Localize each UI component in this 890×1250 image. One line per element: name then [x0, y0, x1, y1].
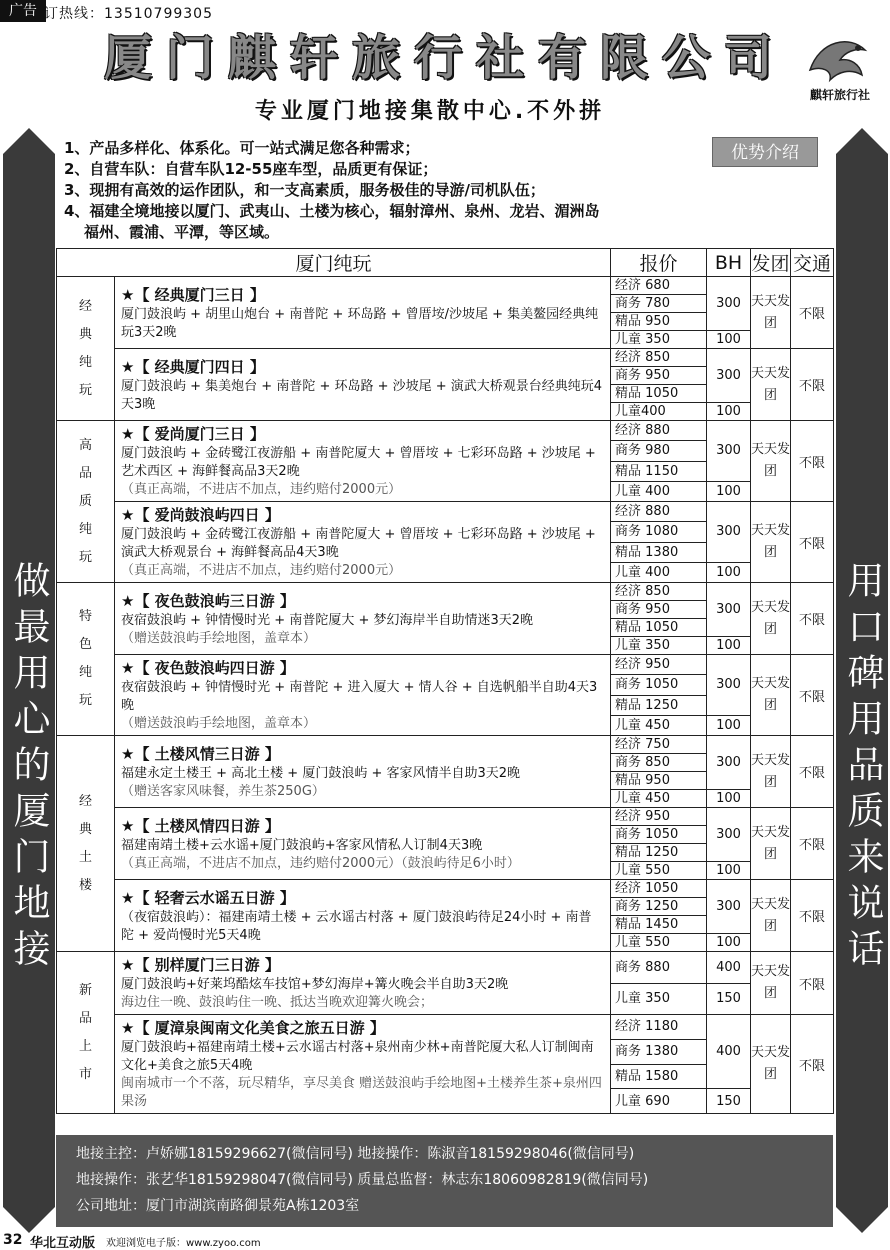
price-cell: 儿童 400	[611, 481, 707, 501]
tour-desc	[115, 349, 611, 421]
price-cell: 精品 1050	[611, 619, 707, 637]
table-row	[57, 1015, 834, 1040]
depart-cell: 天天发团	[751, 880, 791, 952]
tour-table	[56, 248, 834, 1114]
feature-line: 福州、霞浦、平潭，等区域。	[84, 223, 280, 241]
price-cell: 商务 1380	[611, 1039, 707, 1064]
price-cell: 精品 1050	[611, 385, 707, 403]
table-row	[57, 736, 834, 754]
tour-route: 厦门鼓浪屿+好莱坞酷炫车技馆+梦幻海岸+篝火晚会半自助3天2晚	[121, 977, 509, 992]
tour-desc	[115, 880, 611, 952]
header-fa: 发团	[751, 249, 791, 277]
category-cell: 新品上市	[57, 952, 115, 1114]
bh-child-cell: 150	[707, 983, 751, 1015]
bh-cell: 300	[707, 808, 751, 862]
tour-desc	[115, 277, 611, 349]
bh-cell: 300	[707, 421, 751, 482]
tour-name: ★【 爱尚厦门三日 】	[121, 425, 265, 443]
tour-route: 福建永定土楼王 + 高北土楼 + 厦门鼓浪屿 + 客家风情半自助3天2晚	[121, 765, 521, 781]
transport-cell: 不限	[791, 736, 834, 808]
price-cell: 商务 950	[611, 367, 707, 385]
bh-child-cell: 100	[707, 790, 751, 808]
right-banner-bottom	[836, 1207, 888, 1233]
tour-route: 福建南靖土楼+云水谣+厦门鼓浪屿+客家风情私人订制4天3晚	[121, 837, 483, 853]
table-row	[57, 655, 834, 675]
tour-name: ★【 经典厦门三日 】	[121, 285, 265, 304]
table-row	[57, 880, 834, 898]
footer-line-1: 地接主控：卢娇娜18159296627(微信同号) 地接操作：陈淑音18159298046(微信同号)	[76, 1146, 635, 1162]
header-tr: 交通	[791, 249, 834, 277]
table-row	[57, 583, 834, 601]
footer-line-2: 地接操作：张艺华18159298047(微信同号) 质量总监督：林志东18060982819(微信同号)	[76, 1172, 649, 1188]
left-banner-arrow	[3, 128, 55, 154]
page-footer	[0, 1232, 890, 1250]
tour-desc	[115, 1015, 611, 1114]
tour-desc	[115, 952, 611, 1015]
depart-cell: 天天发团	[751, 277, 791, 349]
tour-desc	[115, 502, 611, 583]
tour-desc	[115, 421, 611, 502]
depart-cell: 天天发团	[751, 502, 791, 583]
left-slogan: 做最用心的厦门地接	[5, 458, 51, 1078]
price-cell: 儿童 350	[611, 637, 707, 655]
tour-route: 厦门鼓浪屿 + 集美炮台 + 南普陀 + 环岛路 + 沙坡尾 + 演武大桥观景台经典纯玩4天3晚	[121, 378, 603, 412]
subtitle: 专业厦门地接集散中心.不外拼	[254, 99, 606, 124]
price-cell: 经济 880	[611, 502, 707, 522]
transport-cell: 不限	[791, 655, 834, 736]
feature-line: 3、现拥有高效的运作团队，和一支高素质，服务极佳的导游/司机队伍；	[64, 181, 545, 199]
tour-name: ★【 爱尚鼓浪屿四日 】	[121, 506, 280, 524]
tour-name: ★【 轻奢云水谣五日游 】	[121, 888, 295, 907]
right-side-banner	[836, 128, 888, 1233]
tour-route: 夜宿鼓浪屿 + 钟情慢时光 + 南普陀 + 进入厦大 + 情人谷 + 自选帆船半自助4天3晚	[121, 680, 598, 713]
price-cell: 儿童 550	[611, 934, 707, 952]
transport-cell: 不限	[791, 952, 834, 1015]
price-cell: 精品 1250	[611, 844, 707, 862]
price-cell: 经济 880	[611, 421, 707, 441]
left-banner-bottom	[3, 1207, 55, 1233]
tour-note: 海边住一晚、鼓浪屿住一晚、抵达当晚欢迎篝火晚会；	[121, 995, 434, 1010]
category-cell: 经典纯玩	[57, 277, 115, 421]
transport-cell: 不限	[791, 349, 834, 421]
tour-name: ★【 厦漳泉闽南文化美食之旅五日游 】	[121, 1019, 385, 1037]
depart-cell: 天天发团	[751, 421, 791, 502]
bh-child-cell: 100	[707, 637, 751, 655]
page-number: 32	[3, 1232, 23, 1248]
ad-label: 广告	[0, 0, 46, 22]
price-cell: 精品 1250	[611, 695, 707, 715]
top-bar	[0, 0, 890, 26]
depart-cell: 天天发团	[751, 583, 791, 655]
depart-cell: 天天发团	[751, 952, 791, 1015]
price-cell: 经济 850	[611, 349, 707, 367]
bh-cell: 300	[707, 583, 751, 637]
bh-cell: 300	[707, 502, 751, 563]
tour-route: 厦门鼓浪屿 + 胡里山炮台 + 南普陀 + 环岛路 + 曾厝垵/沙坡尾 + 集美鳌园经典纯玩3天2晚	[121, 306, 599, 340]
price-cell: 经济 1050	[611, 880, 707, 898]
tour-route: 厦门鼓浪屿 + 金砖鹭江夜游船 + 南普陀厦大 + 曾厝垵 + 七彩环岛路 + 沙坡尾 + 演武大桥观景台 + 海鲜餐高品4天3晚	[121, 527, 596, 560]
depart-cell: 天天发团	[751, 655, 791, 736]
tour-desc	[115, 655, 611, 736]
header-price: 报价	[611, 249, 707, 277]
bh-cell: 300	[707, 736, 751, 790]
tour-name: ★【 土楼风情四日游 】	[121, 816, 280, 835]
bh-child-cell: 100	[707, 715, 751, 735]
feature-line: 2、自营车队：自营车队12-55座车型，品质更有保证；	[64, 160, 438, 178]
transport-cell: 不限	[791, 583, 834, 655]
page-site: 欢迎浏览电子版：www.zyoo.com	[106, 1238, 261, 1249]
table-row	[57, 952, 834, 984]
transport-cell: 不限	[791, 277, 834, 349]
transport-cell: 不限	[791, 502, 834, 583]
transport-cell: 不限	[791, 808, 834, 880]
price-cell: 儿童 690	[611, 1089, 707, 1114]
depart-cell: 天天发团	[751, 808, 791, 880]
bh-child-cell: 100	[707, 562, 751, 582]
price-cell: 经济 950	[611, 655, 707, 675]
tour-desc	[115, 583, 611, 655]
price-cell: 精品 1450	[611, 916, 707, 934]
bh-cell: 300	[707, 349, 751, 403]
table-row	[57, 421, 834, 441]
category-cell: 特色纯玩	[57, 583, 115, 736]
price-cell: 精品 1150	[611, 461, 707, 481]
price-cell: 儿童 450	[611, 715, 707, 735]
right-banner-arrow	[836, 128, 888, 154]
tour-name: ★【 别样厦门三日游 】	[121, 956, 280, 974]
price-cell: 商务 1050	[611, 826, 707, 844]
price-cell: 商务 950	[611, 601, 707, 619]
transport-cell: 不限	[791, 880, 834, 952]
depart-cell: 天天发团	[751, 349, 791, 421]
tour-name: ★【 夜色鼓浪屿四日游 】	[121, 659, 295, 677]
tour-note: （真正高端，不进店不加点，违约赔付2000元）	[121, 482, 402, 497]
transport-cell: 不限	[791, 1015, 834, 1114]
tour-name: ★【 夜色鼓浪屿三日游 】	[121, 591, 295, 610]
company-title: 厦门麒轩旅行社有限公司	[103, 30, 786, 86]
right-slogan: 用口碑用品质来说话	[839, 458, 885, 1078]
price-cell: 经济 850	[611, 583, 707, 601]
tour-desc	[115, 808, 611, 880]
bh-cell: 300	[707, 277, 751, 331]
contact-footer	[56, 1135, 833, 1227]
tour-name: ★【 经典厦门四日 】	[121, 357, 265, 376]
category-cell: 高品质纯玩	[57, 421, 115, 583]
tour-note: 闽南城市一个不落，玩尽精华，享尽美食 赠送鼓浪屿手绘地图+土楼养生茶+泉州四果汤	[121, 1076, 602, 1109]
header-bh: BH	[707, 249, 751, 277]
footer-line-3: 公司地址：厦门市湖滨南路御景苑A栋1203室	[76, 1198, 360, 1214]
feature-line: 1、产品多样化、体系化。可一站式满足您各种需求；	[64, 139, 420, 157]
price-cell: 儿童400	[611, 403, 707, 421]
price-cell: 儿童 400	[611, 562, 707, 582]
tour-name: ★【 土楼风情三日游 】	[121, 744, 280, 763]
table-row	[57, 349, 834, 367]
price-cell: 经济 680	[611, 277, 707, 295]
bh-cell: 300	[707, 880, 751, 934]
price-cell: 儿童 350	[611, 331, 707, 349]
table-header-row	[57, 249, 834, 277]
price-cell: 精品 1580	[611, 1064, 707, 1089]
hotline-text: 订热线：13510799305	[44, 6, 213, 22]
bh-cell: 400	[707, 1015, 751, 1089]
tour-desc	[115, 736, 611, 808]
feature-line: 4、福建全境地接以厦门、武夷山、土楼为核心，辐射漳州、泉州、龙岩、湄洲岛	[64, 202, 600, 220]
bh-child-cell: 100	[707, 331, 751, 349]
tour-route: 厦门鼓浪屿 + 金砖鹭江夜游船 + 南普陀厦大 + 曾厝垵 + 七彩环岛路 + 沙坡尾 + 艺术西区 + 海鲜餐高品3天2晚	[121, 446, 596, 479]
price-cell: 商务 880	[611, 952, 707, 984]
header-title: 厦门纯玩	[57, 249, 611, 277]
price-cell: 商务 1080	[611, 522, 707, 542]
bh-child-cell: 150	[707, 1089, 751, 1114]
price-cell: 商务 1250	[611, 898, 707, 916]
price-cell: 经济 950	[611, 808, 707, 826]
price-cell: 经济 1180	[611, 1015, 707, 1040]
left-side-banner	[3, 128, 55, 1233]
features-badge: 优势介绍	[712, 137, 818, 167]
price-cell: 商务 780	[611, 295, 707, 313]
tour-route: 厦门鼓浪屿+福建南靖土楼+云水谣古村落+泉州南少林+南普陀厦大私人订制闽南文化+美食之旅5天4晚	[121, 1040, 594, 1073]
page-brand: 华北互动版	[30, 1236, 96, 1250]
table-row	[57, 277, 834, 295]
category-cell: 经典土楼	[57, 736, 115, 952]
transport-cell: 不限	[791, 421, 834, 502]
tour-note: （真正高端，不进店不加点，违约赔付2000元）	[121, 563, 402, 578]
price-cell: 商务 980	[611, 441, 707, 461]
price-cell: 儿童 450	[611, 790, 707, 808]
bh-child-cell: 100	[707, 862, 751, 880]
price-cell: 精品 950	[611, 772, 707, 790]
bh-cell: 400	[707, 952, 751, 984]
tour-route: 夜宿鼓浪屿 + 钟情慢时光 + 南普陀厦大 + 梦幻海岸半自助情迷3天2晚	[121, 612, 534, 628]
tour-note: （赠送鼓浪屿手绘地图，盖章本）	[121, 630, 317, 646]
price-cell: 精品 1380	[611, 542, 707, 562]
tour-note: （赠送客家风味餐，养生茶250G）	[121, 783, 325, 799]
depart-cell: 天天发团	[751, 736, 791, 808]
depart-cell: 天天发团	[751, 1015, 791, 1114]
bh-cell: 300	[707, 655, 751, 716]
price-cell: 精品 950	[611, 313, 707, 331]
tour-note: （真正高端，不进店不加点，违约赔付2000元）（鼓浪屿待足6小时）	[121, 855, 520, 871]
price-cell: 儿童 550	[611, 862, 707, 880]
bh-child-cell: 100	[707, 934, 751, 952]
price-cell: 儿童 350	[611, 983, 707, 1015]
table-row	[57, 808, 834, 826]
bh-child-cell: 100	[707, 403, 751, 421]
price-cell: 经济 750	[611, 736, 707, 754]
price-cell: 商务 1050	[611, 675, 707, 695]
tour-note: （赠送鼓浪屿手绘地图，盖章本）	[121, 716, 317, 731]
logo-text: 麒轩旅行社	[809, 88, 870, 102]
price-cell: 商务 850	[611, 754, 707, 772]
bh-child-cell: 100	[707, 481, 751, 501]
tour-route: （夜宿鼓浪屿）：福建南靖土楼 + 云水谣古村落 + 厦门鼓浪屿待足24小时 + 南普陀 + 爱尚慢时光5天4晚	[121, 909, 592, 943]
table-row	[57, 502, 834, 522]
